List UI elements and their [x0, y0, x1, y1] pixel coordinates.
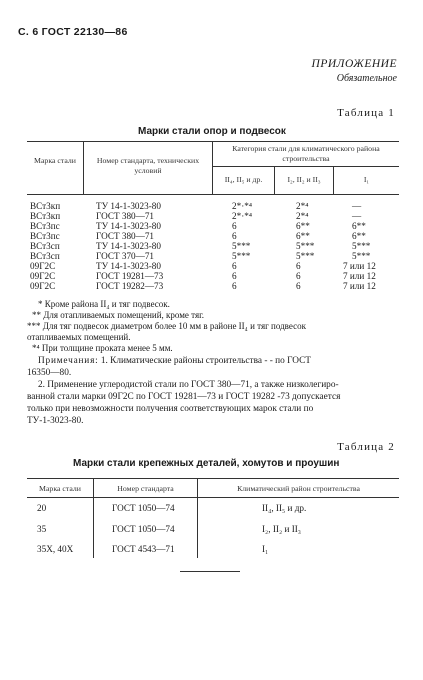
table1-head-grade: Марка стали — [34, 156, 76, 165]
table1-cell-cat3: — — [352, 201, 362, 211]
footnote-1: * Кроме района II₄ и тяг подвесок. — [38, 299, 170, 309]
notes-line-1 — [38, 356, 311, 368]
table1-cell-cat3: — — [352, 211, 362, 221]
table1-cell-grade: ВСт3кп — [30, 211, 61, 221]
table2-cell-standard: ГОСТ 1050—74 — [112, 524, 175, 534]
appendix-title: ПРИЛОЖЕНИЕ — [311, 58, 397, 70]
table2-cell-standard: ГОСТ 1050—74 — [112, 503, 175, 513]
table1-cell-cat2: 6** — [296, 221, 310, 231]
table2-cell-region: I₂, II₂ и II₃ — [262, 524, 302, 534]
table1-cell-standard: ГОСТ 19281—73 — [96, 271, 164, 281]
table1-cell-cat3: 7 или 12 — [343, 261, 376, 271]
table1-cell-standard: ГОСТ 380—71 — [96, 211, 155, 221]
table1-cell-cat2: 2*⁴ — [296, 201, 309, 211]
table1-cell-standard: ГОСТ 19282—73 — [96, 281, 164, 291]
table1-title: Марки стали опор и подвесок — [138, 126, 286, 137]
table2-head-region: Климатический район строительства — [237, 484, 360, 493]
table2-head-rule — [27, 497, 399, 498]
table1-head-category: Категория стали для климатического района строительства — [232, 144, 380, 163]
closing-rule — [180, 571, 240, 572]
table1-cell-standard: ГОСТ 370—71 — [96, 251, 155, 261]
table1-label: Таблица 1 — [337, 107, 395, 119]
table1-cell-standard: ТУ 14-1-3023-80 — [96, 261, 161, 271]
appendix-subtitle: Обязательное — [336, 73, 397, 84]
table2-cell-grade: 35Х, 40Х — [37, 544, 74, 554]
table1-cell-cat2: 6 — [296, 261, 301, 271]
table1-group-rule — [212, 166, 399, 167]
table1-cell-standard: ГОСТ 380—71 — [96, 231, 155, 241]
table1-cell-cat2: 5*** — [296, 251, 315, 261]
table1-cell-grade: 09Г2С — [30, 281, 56, 291]
table1-cell-cat1: 5*** — [232, 241, 251, 251]
note-2-line-1: 2. Применение углеродистой стали по ГОСТ 380—71, а также низколегиро- — [38, 380, 339, 390]
table1-cell-grade: ВСт3пс — [30, 231, 60, 241]
table1-cell-grade: 09Г2С — [30, 271, 56, 281]
table1-cell-cat3: 7 или 12 — [343, 271, 376, 281]
table1-cell-standard: ТУ 14-1-3023-80 — [96, 221, 161, 231]
table1-cell-cat1: 6 — [232, 271, 237, 281]
table1-cell-cat1: 6 — [232, 231, 237, 241]
table1-cell-grade: ВСт3сп — [30, 241, 60, 251]
table1-head-rule — [27, 194, 399, 195]
table2-head-grade: Марка стали — [39, 484, 81, 493]
table1-cell-cat2: 2*⁴ — [296, 211, 309, 221]
table1-cell-cat1: 5*** — [232, 251, 251, 261]
table1-cell-cat1: 6 — [232, 281, 237, 291]
table2-cell-standard: ГОСТ 4543—71 — [112, 544, 175, 554]
table1-head-sub1: II₄, II₅ и др. — [224, 175, 263, 184]
table1-vline-2 — [212, 141, 213, 194]
table1-head-sub3: I₁ — [363, 175, 370, 184]
table1-cell-cat1: 6 — [232, 261, 237, 271]
table1-head-standard: Номер стандарта, технических условий — [96, 156, 200, 175]
table1-vline-1 — [83, 141, 84, 194]
table1-cell-grade: ВСт3пс — [30, 221, 60, 231]
table2-label: Таблица 2 — [337, 441, 395, 453]
table1-cell-cat2: 6 — [296, 271, 301, 281]
note-1-cont: 16350—80. — [27, 368, 72, 378]
table2-head-standard: Номер стандарта — [117, 484, 174, 493]
note-1-text: 1. Климатические районы строительства - - по ГОСТ — [100, 356, 311, 366]
table1-cell-cat1: 6 — [232, 221, 237, 231]
table2-cell-grade: 20 — [37, 503, 47, 513]
table2-cell-region: I₁ — [262, 544, 269, 554]
table1-cell-grade: ВСт3сп — [30, 251, 60, 261]
notes-label: Примечания: — [38, 356, 99, 366]
table1-cell-standard: ТУ 14-1-3023-80 — [96, 241, 161, 251]
table1-cell-grade: 09Г2С — [30, 261, 56, 271]
note-2-line-4: ТУ-1-3023-80. — [27, 416, 84, 426]
footnote-3: *** Для тяг подвесок диаметром более 10 мм в районе II₄ и тяг подвесок — [27, 321, 306, 331]
footnote-2: ** Для отапливаемых помещений, кроме тяг. — [32, 310, 205, 320]
table1-cell-cat3: 6** — [352, 221, 366, 231]
table1-cell-cat3: 7 или 12 — [343, 281, 376, 291]
table1-cell-cat1: 2*·*⁴ — [232, 201, 253, 211]
table1-head-sub2: I₂, II₂ и II₃ — [287, 175, 321, 184]
table2-title: Марки стали крепежных деталей, хомутов и проушин — [73, 458, 340, 469]
table2-cell-grade: 35 — [37, 524, 47, 534]
table2-cell-region: II₄, II₅ и др. — [262, 503, 307, 513]
table1-cell-cat3: 5*** — [352, 241, 371, 251]
table1-cell-standard: ТУ 14-1-3023-80 — [96, 201, 161, 211]
table1-cell-cat2: 6** — [296, 231, 310, 241]
table1-cell-cat3: 6** — [352, 231, 366, 241]
page-header: С. 6 ГОСТ 22130—86 — [18, 26, 128, 38]
footnote-4: *⁴ При толщине проката менее 5 мм. — [32, 343, 173, 353]
table1-cell-cat2: 6 — [296, 281, 301, 291]
table1-cell-cat1: 2*·*⁴ — [232, 211, 253, 221]
table1-cell-cat3: 5*** — [352, 251, 371, 261]
table2-top-rule — [27, 478, 399, 479]
note-2-line-2: ванной стали марки 09Г2С по ГОСТ 19281—73 и ГОСТ 19282 -73 допускается — [27, 392, 341, 402]
table1-cell-grade: ВСт3кп — [30, 201, 61, 211]
table1-cell-cat2: 5*** — [296, 241, 315, 251]
note-2-line-3: только при невозможности получения соответствующих марок стали по — [27, 404, 314, 414]
footnote-3-cont: отапливаемых помещений. — [27, 332, 131, 342]
